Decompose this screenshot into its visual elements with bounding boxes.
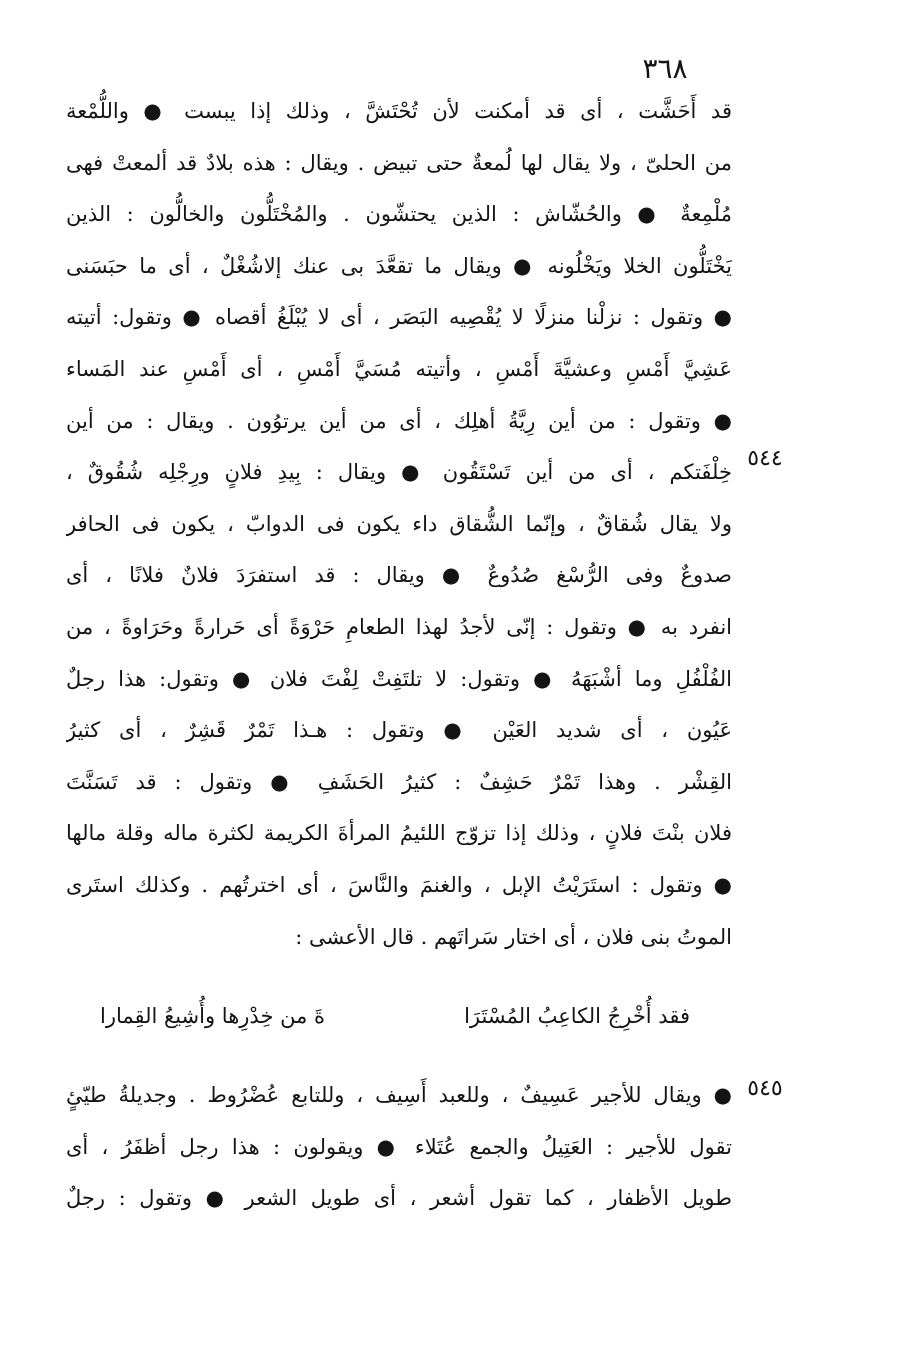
text-line: صدوعٌ وفى الرُّسْغ صُدُوعٌ ● ويقال : قد استفرَدَ فلانٌ فلانًا ، أى: [66, 563, 732, 588]
text-line: عَيُون ، أى شديد العَيْن ● وتقول : هـذا تَمْرٌ قَشِرٌ ، أى كثيرُ: [66, 718, 732, 743]
text-line: فلان بنْتَ فلانٍ ، وذلك إذا تزوّج اللئيمُ المرأةَ الكريمة لكثرة ماله وقلة مالها: [66, 821, 732, 846]
text-line: ● وتقول : من أين رِيَّةُ أهلِك ، أى من أين يرتوُون . ويقال : من أين: [66, 408, 732, 433]
text-line: من الحلىّ ، ولا يقال لها لُمعةٌ حتى تبيض . ويقال : هذه بلادٌ قد ألمعتْ فهى: [66, 150, 732, 175]
text-line: ● ويقال للأجير عَسِيفٌ ، وللعبد أَسِيف ، وللتابع عُضْرُوط . وجديلةُ طيّئٍ: [66, 1083, 732, 1107]
text-line: مُلْمِعةٌ ● والحُشّاش : الذين يحتشّون . والمُخْتَلُّون والخالُّون : الذين: [66, 202, 732, 227]
main-paragraph: [66, 86, 732, 963]
margin-section-number: ٥٤٤: [747, 446, 783, 471]
text-line: عَشِيَّ أَمْسِ وعشيَّةَ أَمْسِ ، وأتيته مُسَيَّ أَمْسِ ، أى أَمْسِ عند المَساء: [66, 356, 732, 381]
text-line: انفرد به ● وتقول : إنّى لأجدُ لهذا الطعامِ حَرْوَةً أى حَرارةً وحَرَاوةً ، من: [66, 614, 732, 639]
margin-section-number: ٥٤٥: [747, 1076, 783, 1101]
page-number: ٣٦٨: [642, 52, 688, 85]
second-paragraph: [66, 1070, 732, 1225]
text-line: الفُلْفُلِ وما أشْبَهَهُ ● وتقول: لا تلتَفِتْ لِفْتَ فلان ● وتقول: هذا رجلٌ: [66, 666, 732, 691]
text-line: قد أَحَشَّت ، أى قد أمكنت لأن تُحْتَشَّ ، وذلك إذا يبست ● واللُّمْعة: [66, 99, 732, 123]
text-line: ● وتقول : نزلْنا منزلًا لا يُقْصِيه البَصَر ، أى لا يُبْلَغُ أقصاه ● وتقول: أتيته: [66, 305, 732, 330]
text-line: الموتُ بنى فلان ، أى اختار سَراتَهم . قال الأعشى :: [295, 924, 732, 949]
text-line: ● وتقول : استَرَيْتُ الإبل ، والغنمَ والنَّاسَ ، أى اخترتُهم . وكذلك استَرى: [66, 872, 732, 897]
text-line: طويل الأظفار ، كما تقول أشعر ، أى طويل الشعر ● وتقول : رجلٌ: [66, 1186, 732, 1211]
poetry-verse: [100, 992, 690, 1040]
text-line: تقول للأجير : العَتِيلُ والجمع عُتَلاء ● ويقولون : هذا رجل أظفَرُ ، أى: [66, 1134, 732, 1159]
text-line: القِشْر . وهذا تَمْرٌ حَشِفٌ : كثيرُ الحَشَفِ ● وتقول : قد تَسَنَّتَ: [66, 769, 732, 794]
text-line: خِلْفَتكم ، أى من أين تَسْتَقُون ● ويقال : بِيدِ فلانٍ ورِجْلِه شُقُوقٌ ،: [66, 460, 732, 485]
verse-second-hemistich: ةَ من خِدْرِها وأُشِيعُ القِمارا: [100, 1004, 326, 1028]
text-line: يَخْتَلُّون الخلا ويَخْلُونه ● ويقال ما تقعَّدَ بى عنك إلاشُغْلٌ ، أى ما حبَسَنى: [66, 253, 732, 278]
verse-first-hemistich: فقد أُخْرِجُ الكاعِبُ المُسْتَرَا: [464, 1004, 690, 1028]
text-line: ولا يقال شُقاقٌ ، وإنّما الشُّقاق داء يكون فى الدوابّ ، يكون فى الحافر: [66, 511, 732, 536]
